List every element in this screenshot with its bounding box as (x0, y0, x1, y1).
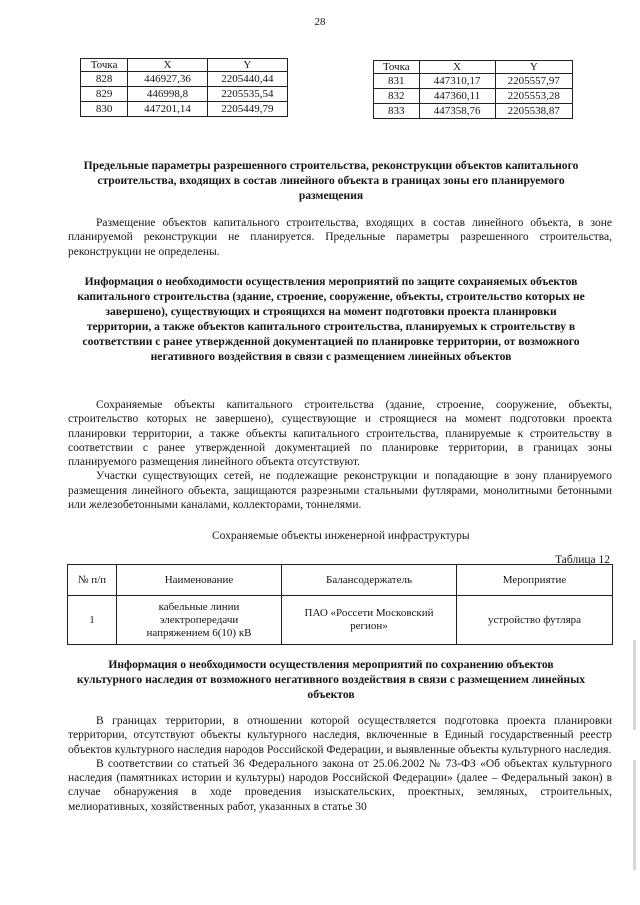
column-header-measure: Мероприятие (457, 565, 613, 596)
paragraph-text: В соответствии со статьей 36 Федерального закона от 25.06.2002 № 73-ФЗ «Об объектах культурного наследия (памятниках истории и культуры) народов Российской Федерации» (далее – Федеральный закон) в случае обнаружения в ходе проведения изыскательских, проектных, земляных, строительных, мелиоративных, хозяйственных работ, указанных в статье 30 (68, 757, 612, 813)
coordinate-table-left (80, 58, 288, 117)
table-row (68, 596, 613, 645)
point-id-cell: 832 (374, 89, 420, 104)
y-coordinate-cell: 2205538,87 (495, 104, 572, 119)
paragraph-text: Сохраняемые объекты капитального строительства (здание, строение, сооружение, объекты, строительство которых не завершено), существующие и строящиеся на момент подготовки проекта планировки территории, а также объекты капитального строительства, планируемые к строительству в соответствии с ранее утвержденной документацией по планировке территории, в границах зоны планируемого размещения линейного объекта отсутствуют. (68, 399, 612, 469)
infrastructure-table (67, 564, 613, 645)
construction-parameters-paragraph (68, 216, 612, 259)
table-number-label: Таблица 12 (555, 554, 610, 566)
column-header-owner: Балансодержатель (282, 565, 457, 596)
y-coordinate-cell: 2205553,28 (495, 89, 572, 104)
x-coordinate-cell: 447201,14 (128, 102, 208, 117)
table-row (374, 104, 573, 119)
owner-cell: ПАО «Россети Московский регион» (282, 596, 457, 645)
paragraph-text: В границах территории, в отношении которой осуществляется подготовка проекта планировки территории, отсутствуют объекты культурного наследия, включенные в Единый государственный реестр объектов культурного наследия народов Российской Федерации, и выявленные объекты культурного наследия. (68, 715, 612, 756)
table-row (81, 72, 288, 87)
infrastructure-header-row (68, 565, 613, 596)
section-heading-construction-parameters: Предельные параметры разрешенного строительства, реконструкции объектов капитального строительства, входящих в состав линейного объекта в границах зоны его планируемого размещения (83, 159, 579, 202)
column-header-point: Точка (374, 61, 420, 74)
section-heading-protection-measures: Информация о необходимости осуществления мероприятий по защите сохраняемых объектов капитального строительства (здание, строение, сооружение, объекты, строительство которых не завершено), существующих и строящихся на момент подготовки проекта планировки территории, а также объектов капитального строительства, планируемых к строительству в соответствии с ранее утвержденной документацией по планировке территории, от возможного негативного воздействия в связи с размещением линейных объектов (77, 275, 585, 363)
scan-margin-mark (633, 640, 636, 730)
column-header-number: № п/п (68, 565, 117, 596)
point-id-cell: 833 (374, 104, 420, 119)
protection-measures-paragraphs (68, 398, 612, 512)
x-coordinate-cell: 447358,76 (419, 104, 495, 119)
column-header-name: Наименование (117, 565, 282, 596)
section-heading-cultural-heritage: Информация о необходимости осуществления мероприятий по сохранению объектов культурного наследия от возможного негативного воздействия в связи с размещением линейных объектов (76, 658, 586, 701)
coordinate-table-right (373, 60, 573, 119)
column-header-y: Y (207, 59, 287, 72)
x-coordinate-cell: 447360,11 (419, 89, 495, 104)
y-coordinate-cell: 2205535,54 (207, 87, 287, 102)
paragraph-text: Участки существующих сетей, не подлежащие реконструкции и попадающие в зону планируемого размещения линейного объекта, защищаются разрезными стальными футлярами, монолитными бетонными или железобетонными каналами, коллекторами, тоннелями. (68, 470, 612, 512)
point-id-cell: 828 (81, 72, 128, 87)
table-row (81, 102, 288, 117)
coordinate-header-row (81, 59, 288, 72)
infrastructure-caption: Сохраняемые объекты инженерной инфраструктуры (212, 530, 470, 542)
y-coordinate-cell: 2205557,97 (495, 74, 572, 89)
y-coordinate-cell: 2205440,44 (207, 72, 287, 87)
table-row (374, 74, 573, 89)
x-coordinate-cell: 446998,8 (128, 87, 208, 102)
y-coordinate-cell: 2205449,79 (207, 102, 287, 117)
coordinate-header-row (374, 61, 573, 74)
x-coordinate-cell: 446927,36 (128, 72, 208, 87)
column-header-x: X (419, 61, 495, 74)
measure-cell: устройство футляра (457, 596, 613, 645)
table-row (81, 87, 288, 102)
point-id-cell: 829 (81, 87, 128, 102)
page-number: 28 (314, 16, 326, 28)
paragraph-text: Размещение объектов капитального строительства, входящих в состав линейного объекта, в зоне планируемой реконструкции не планируется. Предельные параметры разрешенного строительства, реконструкции не определены. (68, 217, 612, 258)
column-header-point: Точка (81, 59, 128, 72)
column-header-y: Y (495, 61, 572, 74)
cultural-heritage-paragraphs (68, 714, 612, 814)
scan-margin-mark (633, 760, 636, 870)
x-coordinate-cell: 447310,17 (419, 74, 495, 89)
point-id-cell: 831 (374, 74, 420, 89)
point-id-cell: 830 (81, 102, 128, 117)
column-header-x: X (128, 59, 208, 72)
row-number-cell: 1 (68, 596, 117, 645)
table-row (374, 89, 573, 104)
object-name-cell: кабельные линии электропередачи напряжением 6(10) кВ (117, 596, 282, 645)
